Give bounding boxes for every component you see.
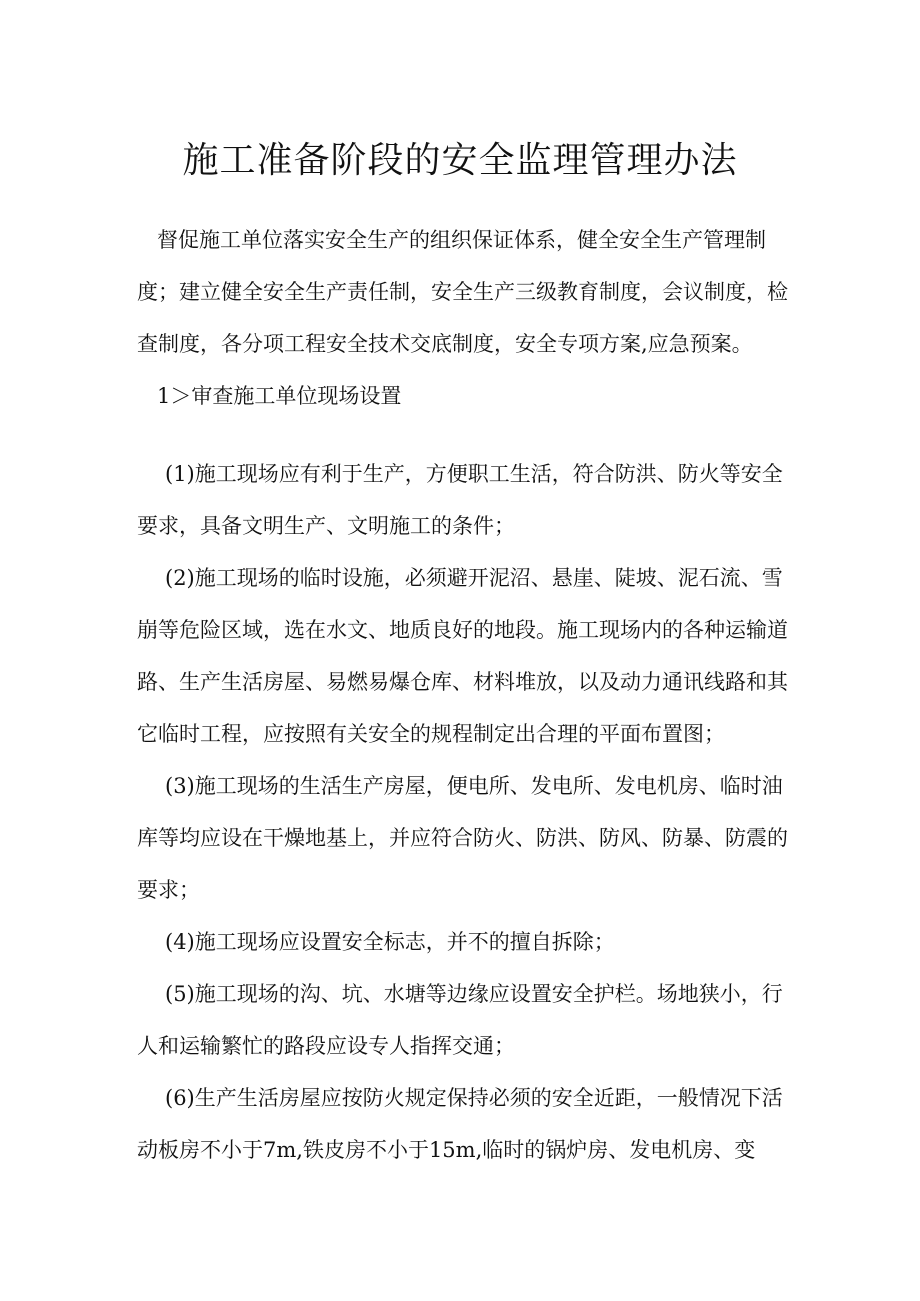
paragraph-item-2: (2)施工现场的临时设施，必须避开泥沼、悬崖、陡坡、泥石流、雪崩等危险区域，选在水文、地质良好的地段。施工现场内的各种运输道路、生产生活房屋、易燃易爆仓库、材料堆放，以及动力通讯线路和其它临时工程，应按照有关安全的规程制定出合理的平面布置图； xyxy=(137,566,788,746)
document-body xyxy=(137,214,797,1176)
spacer xyxy=(137,422,797,448)
paragraph-item-1: (1)施工现场应有利于生产，方便职工生活，符合防洪、防火等安全要求，具备文明生产、文明施工的条件； xyxy=(137,462,783,538)
paragraph-item-3: (3)施工现场的生活生产房屋，便电所、发电所、发电机房、临时油库等均应设在干燥地基上，并应符合防火、防洪、防风、防暴、防震的要求； xyxy=(137,774,788,902)
document-title: 施工准备阶段的安全监理管理办法 xyxy=(182,140,738,181)
paragraph-item-6: (6)生产生活房屋应按防火规定保持必须的安全近距，一般情况下活动板房不小于7m,铁皮房不小于15m,临时的锅炉房、发电机房、变 xyxy=(137,1086,783,1162)
section-heading-1: 1＞审查施工单位现场设置 xyxy=(157,384,402,408)
paragraph-item-5: (5)施工现场的沟、坑、水塘等边缘应设置安全护栏。场地狭小，行人和运输繁忙的路段应设专人指挥交通； xyxy=(137,982,783,1058)
paragraph-intro: 督促施工单位落实安全生产的组织保证体系，健全安全生产管理制度；建立健全安全生产责任制，安全生产三级教育制度，会议制度，检查制度，各分项工程安全技术交底制度，安全专项方案,应急预案。 xyxy=(137,228,788,356)
paragraph-item-4: (4)施工现场应设置安全标志，并不的擅自拆除； xyxy=(165,930,615,954)
